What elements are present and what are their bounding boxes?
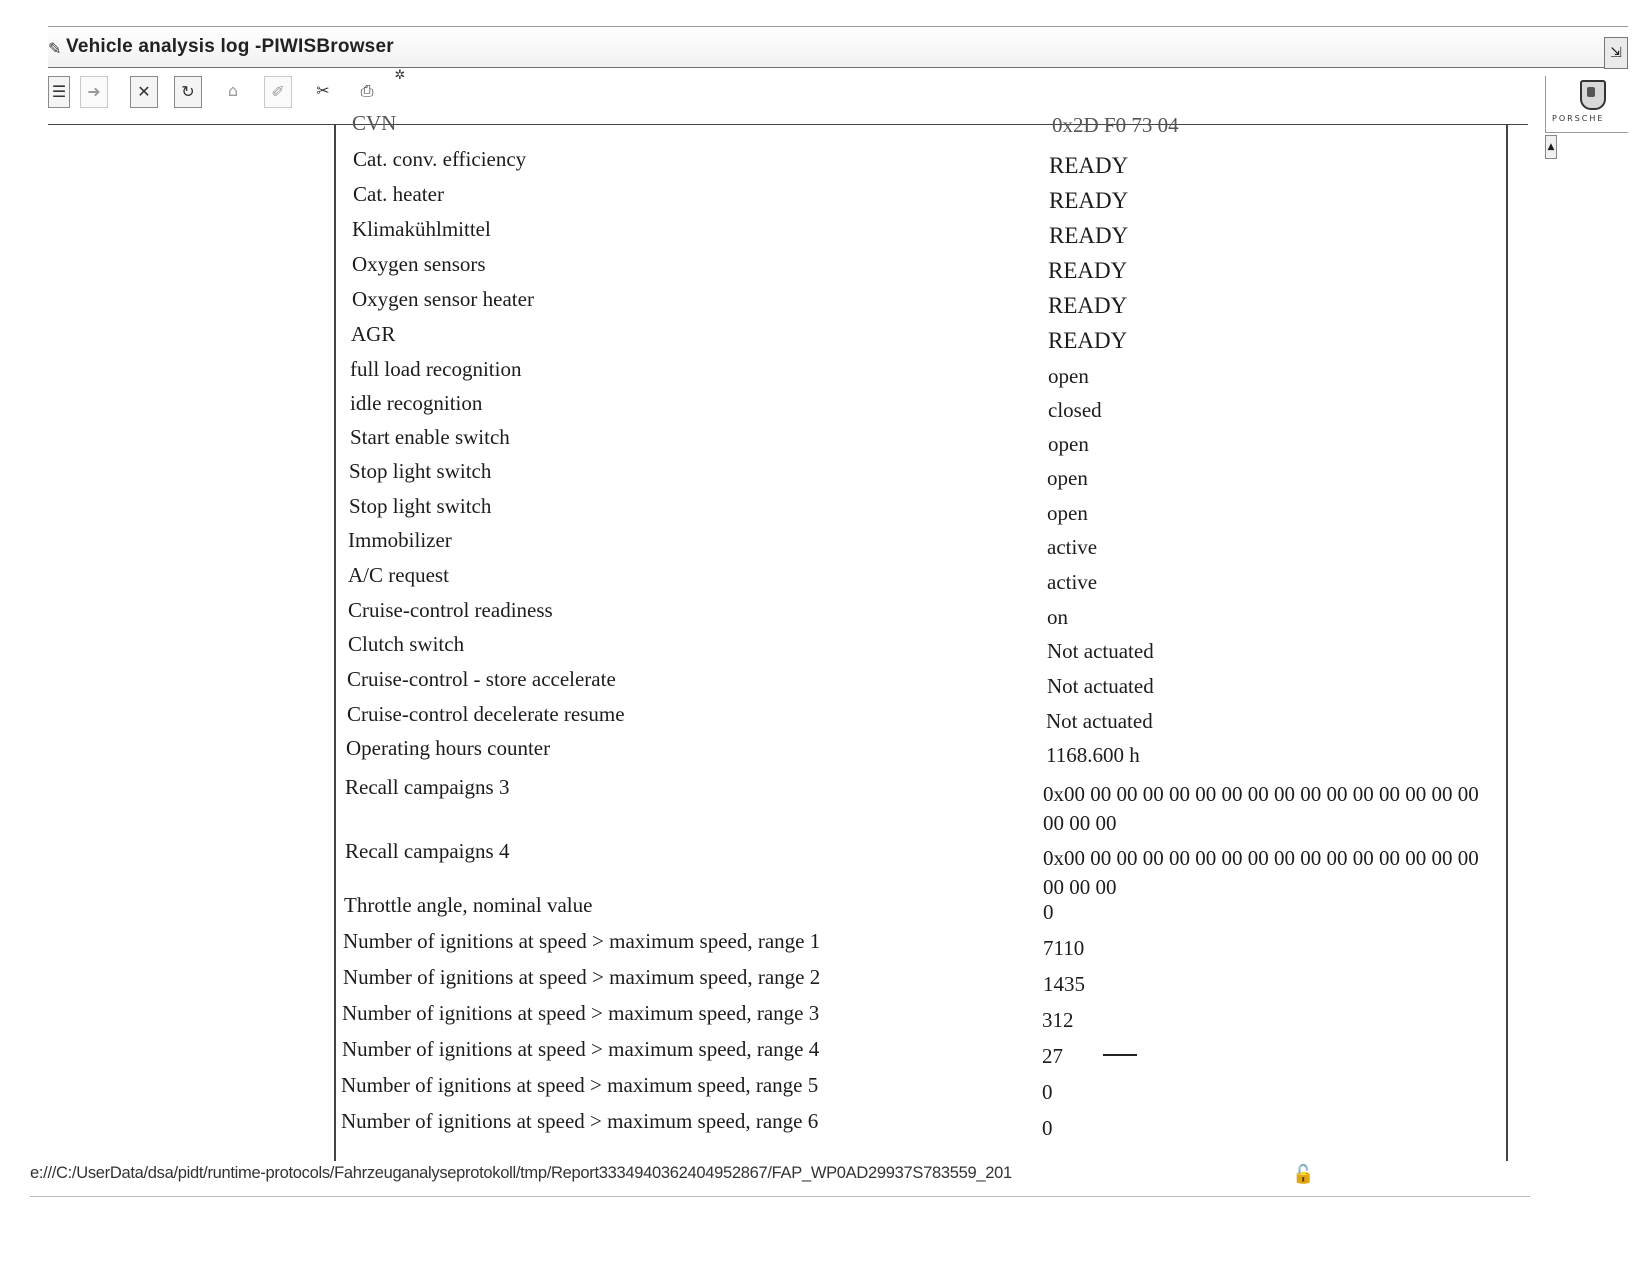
- row-value: 0x2D F0 73 04: [1052, 113, 1179, 137]
- row-value: closed: [1048, 398, 1102, 422]
- row-value: 0: [1042, 1116, 1053, 1140]
- row-value: READY: [1049, 188, 1129, 213]
- row-label: Recall campaigns 4: [345, 839, 510, 863]
- row-label: Operating hours counter: [346, 736, 551, 760]
- settings-icon[interactable]: ✲: [394, 68, 406, 83]
- home-icon[interactable]: ⌂: [227, 81, 239, 100]
- row-value: READY: [1048, 258, 1128, 283]
- row-label: Number of ignitions at speed > maximum speed, range 6: [341, 1109, 819, 1133]
- row-label: Cruise-control - store accelerate: [347, 667, 616, 691]
- window-title-bar: [48, 26, 1628, 68]
- row-value: open: [1048, 364, 1089, 388]
- status-bar: [30, 1160, 1530, 1197]
- close-document-icon[interactable]: ✕: [130, 76, 158, 108]
- list-icon[interactable]: ☰: [48, 76, 70, 108]
- navigation-pane: [48, 125, 336, 1161]
- row-label: Cruise-control decelerate resume: [347, 702, 625, 726]
- print-icon[interactable]: ⎙: [360, 81, 374, 100]
- row-value: READY: [1048, 328, 1128, 353]
- row-value: active: [1047, 535, 1098, 559]
- row-label: Stop light switch: [349, 494, 492, 518]
- brand-wordmark: PORSCHE: [1552, 114, 1605, 123]
- row-value: 1168.600 h: [1046, 743, 1140, 767]
- row-value: 7110: [1043, 936, 1085, 960]
- row-value: active: [1047, 570, 1098, 594]
- row-label: Cruise-control readiness: [348, 598, 553, 622]
- row-value: open: [1048, 432, 1089, 456]
- row-value: open: [1047, 466, 1088, 490]
- row-label: Throttle angle, nominal value: [344, 893, 593, 917]
- row-label: Start enable switch: [350, 425, 510, 449]
- row-value: 1435: [1043, 972, 1085, 996]
- row-label: Immobilizer: [348, 528, 452, 552]
- row-value: open: [1047, 501, 1088, 525]
- scroll-up-icon[interactable]: ▲: [1545, 135, 1557, 159]
- row-label: Number of ignitions at speed > maximum speed, range 3: [342, 1001, 820, 1025]
- refresh-icon[interactable]: ↻: [174, 76, 202, 108]
- content-frame: [48, 111, 1528, 1161]
- row-label: idle recognition: [350, 391, 483, 415]
- row-label: Cat. conv. efficiency: [353, 147, 527, 171]
- crest-icon: [1580, 80, 1606, 110]
- row-value: Not actuated: [1047, 639, 1154, 663]
- row-label: Number of ignitions at speed > maximum speed, range 4: [342, 1037, 820, 1061]
- row-value: 0x00 00 00 00 00 00 00 00 00 00 00 00 00 00 00 00 00 00 00: [1043, 782, 1479, 835]
- row-label: full load recognition: [350, 357, 522, 381]
- row-label: CVN: [352, 111, 397, 135]
- row-label: Stop light switch: [349, 459, 492, 483]
- row-value: Not actuated: [1047, 674, 1154, 698]
- report-table: [336, 111, 1506, 1161]
- row-label: Recall campaigns 3: [345, 775, 510, 799]
- row-value: on: [1047, 605, 1068, 629]
- cut-icon[interactable]: ✂: [316, 81, 330, 100]
- frame-border: [1506, 125, 1508, 1161]
- row-label: A/C request: [348, 563, 449, 587]
- row-label: Number of ignitions at speed > maximum speed, range 5: [341, 1073, 819, 1097]
- status-url: e:///C:/UserData/dsa/pidt/runtime-protocols/Fahrzeuganalyseprotokoll/tmp/Report3334940362404952867/FAP_WP0AD29937S783559_201: [30, 1164, 1012, 1182]
- row-label: Oxygen sensors: [352, 252, 486, 276]
- row-label: Clutch switch: [348, 632, 465, 656]
- edit-icon[interactable]: ✐: [264, 76, 292, 108]
- forward-icon[interactable]: ➜: [80, 76, 108, 108]
- row-label: Klimakühlmittel: [352, 217, 491, 241]
- row-value: 0x00 00 00 00 00 00 00 00 00 00 00 00 00 00 00 00 00 00 00: [1043, 846, 1479, 899]
- row-value: READY: [1049, 153, 1129, 178]
- pen-mark: [1103, 1054, 1137, 1056]
- row-label: Cat. heater: [353, 182, 444, 206]
- row-value: READY: [1049, 223, 1129, 248]
- window-title: Vehicle analysis log -PIWISBrowser: [66, 36, 394, 57]
- row-value: 0: [1043, 900, 1054, 924]
- row-label: Number of ignitions at speed > maximum speed, range 2: [343, 965, 821, 989]
- row-value: READY: [1048, 293, 1128, 318]
- lock-icon: 🔓: [1292, 1164, 1315, 1185]
- row-value: 312: [1042, 1008, 1074, 1032]
- row-value: 0: [1042, 1080, 1053, 1104]
- row-value: 27: [1042, 1044, 1063, 1068]
- row-value: Not actuated: [1046, 709, 1153, 733]
- row-label: AGR: [351, 322, 396, 346]
- row-label: Oxygen sensor heater: [352, 287, 534, 311]
- brand-logo: [1545, 76, 1628, 133]
- pen-icon: ✎: [48, 41, 62, 58]
- window-control-icon[interactable]: ⇲: [1604, 37, 1628, 69]
- row-label: Number of ignitions at speed > maximum speed, range 1: [343, 929, 821, 953]
